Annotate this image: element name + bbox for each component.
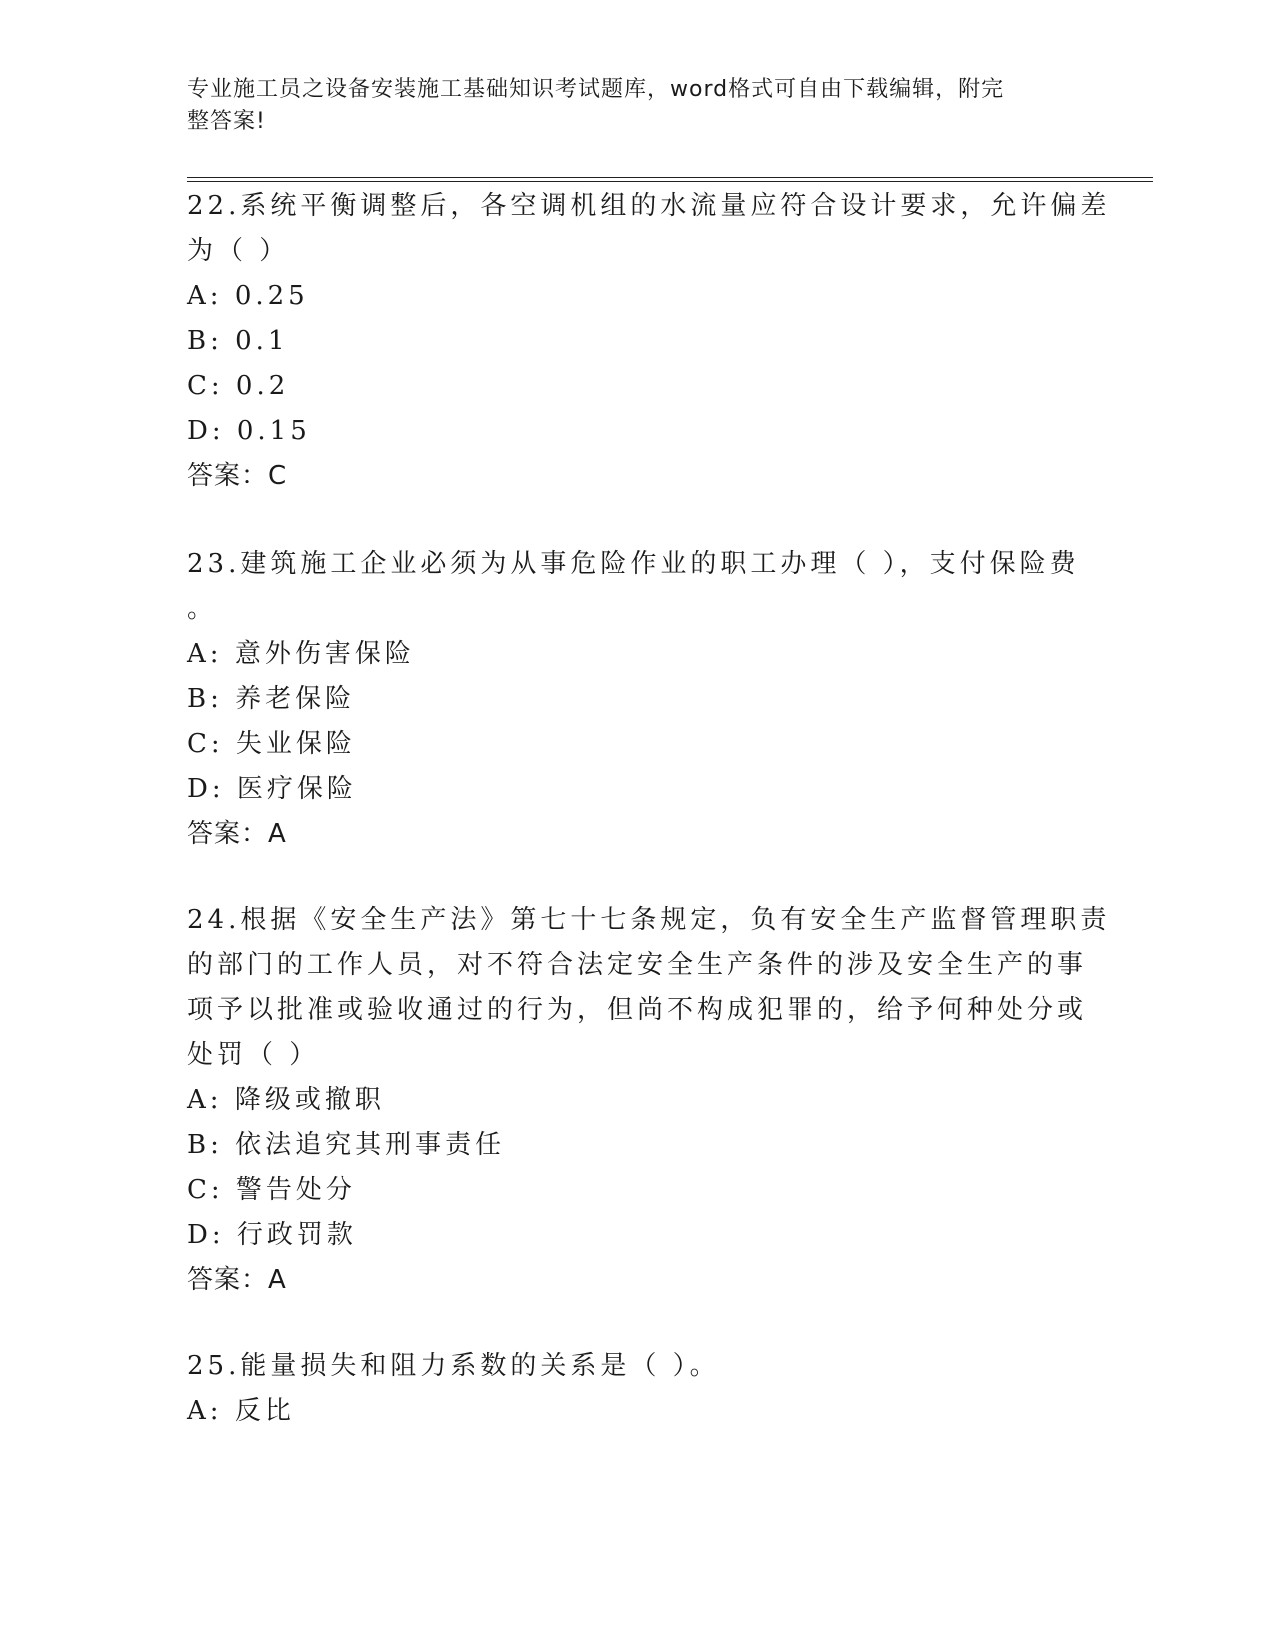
- header-divider-bottom: [187, 181, 1153, 182]
- option-text: 0.15: [236, 416, 311, 446]
- option-key: A:: [187, 281, 223, 311]
- option-text: 0.25: [234, 281, 309, 311]
- question-stem-line: 24.根据《安全生产法》第七十七条规定，负有安全生产监督管理职责: [187, 905, 1111, 935]
- question-stem-line: 。: [187, 594, 218, 624]
- option-text: 养老保险: [235, 684, 356, 714]
- option-text: 警告处分: [235, 1175, 356, 1205]
- question-stem-line: 为（ ）: [187, 236, 290, 266]
- question-25: [187, 1344, 1087, 1434]
- document-header: [187, 74, 1067, 138]
- option-c: [187, 364, 1087, 409]
- question-stem-line: 的部门的工作人员，对不符合法定安全生产条件的涉及安全生产的事: [187, 950, 1088, 980]
- option-d: [187, 767, 1087, 812]
- answer-line: 答案：C: [187, 461, 288, 491]
- option-key: C:: [187, 729, 224, 759]
- question-23: [187, 542, 1087, 857]
- question-stem-line: 项予以批准或验收通过的行为，但尚不构成犯罪的，给予何种处分或: [187, 995, 1088, 1025]
- option-text: 0.2: [235, 371, 290, 401]
- question-stem-line: 处罚（ ）: [187, 1040, 320, 1070]
- question-stem-line: 22.系统平衡调整后，各空调机组的水流量应符合设计要求，允许偏差: [187, 191, 1111, 221]
- option-key: B:: [187, 326, 223, 356]
- option-d: [187, 1213, 1087, 1258]
- answer-line: 答案：A: [187, 819, 287, 849]
- option-key: A:: [187, 1396, 223, 1426]
- option-key: B:: [187, 684, 223, 714]
- option-text: 0.1: [235, 326, 289, 356]
- header-divider-top: [187, 177, 1153, 178]
- option-text: 反比: [234, 1396, 295, 1426]
- option-key: D:: [187, 774, 225, 804]
- option-text: 意外伤害保险: [234, 639, 415, 669]
- option-key: C:: [187, 371, 224, 401]
- option-key: A:: [187, 639, 223, 669]
- option-b: [187, 319, 1087, 364]
- option-a: [187, 1078, 1087, 1123]
- question-stem-line: 23.建筑施工企业必须为从事危险作业的职工办理（ ），支付保险费: [187, 549, 1080, 579]
- option-d: [187, 409, 1087, 454]
- option-b: [187, 1123, 1087, 1168]
- option-text: 降级或撤职: [234, 1085, 385, 1115]
- option-key: D:: [187, 416, 225, 446]
- option-text: 医疗保险: [236, 774, 357, 804]
- option-b: [187, 677, 1087, 722]
- option-key: B:: [187, 1130, 223, 1160]
- option-text: 行政罚款: [236, 1220, 357, 1250]
- option-a: [187, 632, 1087, 677]
- option-key: A:: [187, 1085, 223, 1115]
- question-24: [187, 898, 1111, 1303]
- option-key: C:: [187, 1175, 224, 1205]
- option-key: D:: [187, 1220, 225, 1250]
- answer-line: 答案：A: [187, 1265, 287, 1295]
- option-c: [187, 1168, 1087, 1213]
- question-stem-line: 25.能量损失和阻力系数的关系是（ ）。: [187, 1351, 720, 1381]
- option-text: 失业保险: [235, 729, 356, 759]
- option-text: 依法追究其刑事责任: [235, 1130, 506, 1160]
- question-22: [187, 184, 1111, 499]
- header-line-2: 整答案!: [187, 109, 266, 134]
- header-line-1: 专业施工员之设备安装施工基础知识考试题库，word格式可自由下载编辑，附完: [187, 77, 1005, 102]
- option-a: [187, 1389, 1087, 1434]
- option-a: [187, 274, 1087, 319]
- option-c: [187, 722, 1087, 767]
